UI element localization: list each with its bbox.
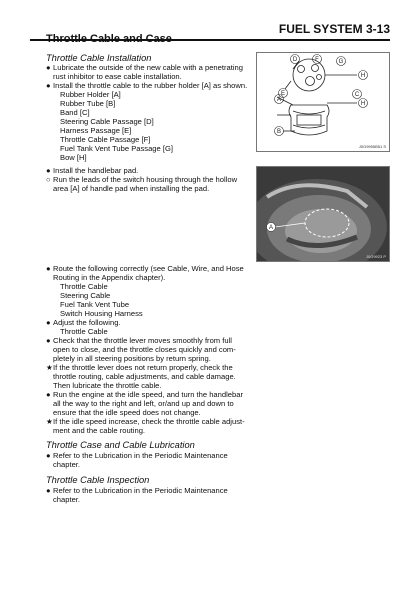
installation-line: Lubricate the outside of the new cable with a penetrating <box>53 63 243 72</box>
bullet-dot: ● <box>46 390 51 399</box>
handlebar-line: Install the handlebar pad. <box>53 166 139 175</box>
rubber-holder-illustration <box>257 53 389 151</box>
handlebar-pad-photo <box>256 166 390 262</box>
routing-item: Throttle Cable <box>60 282 108 291</box>
part-item: Fuel Tank Vent Tube Passage [G] <box>60 144 173 153</box>
bullet-dot: ● <box>46 451 51 460</box>
case-lubrication-heading: Throttle Case and Cable Lubrication <box>46 440 195 450</box>
routing-line: open to close, and the throttle closes quickly and com- <box>53 345 236 354</box>
part-item: Steering Cable Passage [D] <box>60 117 154 126</box>
bullet-circle: ○ <box>46 175 51 184</box>
routing-line: Run the engine at the idle speed, and turn the handlebar <box>53 390 243 399</box>
inspection-heading: Throttle Cable Inspection <box>46 475 150 485</box>
routing-item: Fuel Tank Vent Tube <box>60 300 130 309</box>
routing-item: Throttle Cable <box>60 327 108 336</box>
routing-line: Check that the throttle lever moves smoothly from full <box>53 336 232 345</box>
bullet-dot: ● <box>46 264 51 273</box>
inspection-line: chapter. <box>53 495 81 504</box>
bullet-dot: ● <box>46 81 51 90</box>
diagram-label-b: B <box>276 129 282 135</box>
routing-line: Then lubricate the throttle cable. <box>53 381 162 390</box>
diagram-label-f: F <box>315 57 319 63</box>
bullet-dot: ● <box>46 318 51 327</box>
routing-item: Switch Housing Harness <box>60 309 143 318</box>
part-item: Throttle Cable Passage [F] <box>60 135 151 144</box>
figure-code: J0G9955B51 S <box>358 144 386 149</box>
routing-line: ment and the cable routing. <box>53 426 146 435</box>
part-item: Rubber Tube [B] <box>60 99 116 108</box>
case-lubrication-line: Refer to the Lubrication in the Periodic Maintenance <box>53 451 228 460</box>
routing-line: Route the following correctly (see Cable, Wire, and Hose <box>53 264 244 273</box>
routing-line: Routing in the Appendix chapter). <box>53 273 166 282</box>
case-lubrication-line: chapter. <box>53 460 81 469</box>
routing-line: throttle routing, cable adjustments, and cable damage. <box>53 372 236 381</box>
part-item: Rubber Holder [A] <box>60 90 121 99</box>
part-item: Band [C] <box>60 108 90 117</box>
diagram-label-e: E <box>280 91 286 97</box>
part-item: Bow [H] <box>60 153 87 162</box>
routing-line: all the way to the right and left, or/and up and down to <box>53 399 234 408</box>
diagram-label-c: C <box>354 92 360 98</box>
section-title: Throttle Cable and Case <box>46 33 172 45</box>
handlebar-line: Run the leads of the switch housing through the hollow <box>53 175 238 184</box>
handlebar-pad-illustration <box>257 167 389 261</box>
bullet-star: ★ <box>46 363 53 372</box>
page-header: FUEL SYSTEM 3-13 <box>30 22 390 41</box>
figure-code: J0G9923 P <box>365 254 386 259</box>
routing-line: pletely in all steering positions by return spring. <box>53 354 211 363</box>
inspection-line: Refer to the Lubrication in the Periodic Maintenance <box>53 486 228 495</box>
photo-label-a: A <box>268 225 274 231</box>
routing-line: If the throttle lever does not return properly, check the <box>53 363 233 372</box>
installation-line: rust inhibitor to ease cable installation. <box>53 72 182 81</box>
part-item: Harness Passage [E] <box>60 126 132 135</box>
routing-line: ensure that the idle speed does not change. <box>53 408 201 417</box>
routing-item: Steering Cable <box>60 291 111 300</box>
diagram-label-h2: H <box>360 101 366 107</box>
handlebar-line: area [A] of handle pad when installing the pad. <box>53 184 210 193</box>
routing-line: Adjust the following. <box>53 318 121 327</box>
bullet-star: ★ <box>46 417 53 426</box>
routing-line: If the idle speed increase, check the throttle cable adjust- <box>53 417 245 426</box>
rubber-holder-diagram <box>256 52 390 152</box>
bullet-dot: ● <box>46 486 51 495</box>
installation-line: Install the throttle cable to the rubber holder [A] as shown. <box>53 81 248 90</box>
diagram-label-g: G <box>338 59 344 65</box>
bullet-dot: ● <box>46 336 51 345</box>
diagram-label-d: D <box>292 57 298 63</box>
installation-heading: Throttle Cable Installation <box>46 53 152 63</box>
bullet-dot: ● <box>46 63 51 72</box>
diagram-label-h: H <box>360 73 366 79</box>
diagram-label-a: A <box>276 97 282 103</box>
bullet-dot: ● <box>46 166 51 175</box>
